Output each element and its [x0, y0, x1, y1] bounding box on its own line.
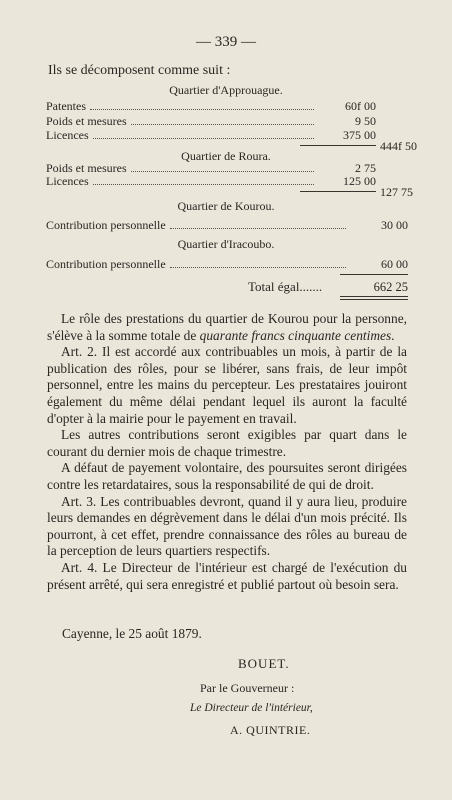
paragraph-art-3: Art. 3. Les contribuables devront, quand il y aura lieu, produire leurs demandes en dégrèvement dans le délai d'un mois précité. Ils pourront, à cet effet, prendre connaissance des rôles au bureau de la perception de leurs quartiers respectifs. — [47, 493, 407, 559]
ledger-row — [46, 99, 376, 114]
row-amount: 30 00 — [381, 218, 408, 232]
total-amount: 662 25 — [373, 280, 408, 294]
row-label: Licences — [46, 128, 89, 142]
total-label: Total égal....... — [248, 279, 323, 294]
ledger-row — [46, 218, 408, 233]
quarter-heading-approuague: Quartier d'Approuague. — [169, 83, 283, 97]
row-label: Licences — [46, 174, 89, 188]
row-amount: 2 75 — [355, 161, 376, 175]
dot-leader — [170, 228, 346, 229]
body-text — [47, 311, 407, 593]
dot-leader — [131, 171, 314, 172]
paragraph-art-2: Art. 2. Il est accordé aux contribuables un mois, à partir de la publication des rôles, pour se libérer, sans frais, de leur impôt personnel, entre les mains du percepteur. Les prestataires jouiront également du même délai pendant lequel ils auront la faculté d'opter à la mairie pour le payement en travail. — [47, 344, 407, 426]
dot-leader — [131, 124, 314, 125]
row-label: Poids et mesures — [46, 161, 127, 175]
row-label: Contribution personnelle — [46, 257, 166, 271]
dot-leader — [170, 267, 346, 268]
row-amount: 9 50 — [355, 114, 376, 128]
total-rule-top — [340, 274, 408, 275]
row-label: Contribution personnelle — [46, 218, 166, 232]
paragraph-art-4: Art. 4. Le Directeur de l'intérieur est chargé de l'exécution du présent arrêté, qui sera enregistré et publié partout où besoin sera. — [47, 559, 407, 592]
total-rule-bottom-1 — [340, 296, 408, 297]
row-amount: 375 00 — [343, 128, 376, 142]
place-date: Cayenne, le 25 août 1879. — [62, 626, 202, 641]
quarter-heading-kourou: Quartier de Kourou. — [177, 199, 275, 213]
subtotal-rule — [300, 191, 376, 192]
quarter-heading-iracoubo: Quartier d'Iracoubo. — [177, 237, 275, 251]
amount-in-words: quarante francs cinquante centimes — [199, 327, 392, 343]
row-amount: 60 00 — [381, 257, 408, 271]
subtotal-roura: 127 75 — [380, 185, 413, 199]
paragraph-kourou-prestations: Le rôle des prestations du quartier de Kourou pour la personne, s'élève à la somme totale de quarante francs cinquante centimes. — [47, 311, 407, 343]
dot-leader — [93, 184, 314, 185]
intro-line: Ils se décomposent comme suit : — [48, 63, 231, 78]
dot-leader — [90, 109, 314, 110]
signature-by: Par le Gouverneur : — [200, 681, 295, 695]
row-amount: 125 00 — [343, 174, 376, 188]
row-label: Poids et mesures — [46, 114, 127, 128]
subtotal-rule — [300, 145, 376, 146]
director-title: Le Directeur de l'intérieur, — [190, 702, 313, 714]
director-name: A. QUINTRIE. — [230, 723, 311, 737]
ledger-row — [46, 114, 376, 129]
ledger-row — [46, 257, 408, 272]
row-amount: 60f 00 — [345, 99, 376, 113]
paragraph-default-payment: A défaut de payement volontaire, des poursuites seront dirigées contre les retardataires, sous la responsabilité de qui de droit. — [47, 460, 407, 492]
subtotal-approuague: 444f 50 — [380, 139, 417, 153]
signer-name: BOUET. — [238, 656, 290, 671]
ledger-row — [46, 128, 376, 143]
page-number: — 339 — — [196, 34, 256, 50]
row-label: Patentes — [46, 99, 86, 113]
dot-leader — [93, 138, 314, 139]
quarter-heading-roura: Quartier de Roura. — [181, 149, 271, 163]
paragraph-other-contributions: Les autres contributions seront exigibles par quart dans le courant du dernier mois de chaque trimestre. — [47, 427, 407, 459]
total-rule-bottom-2 — [340, 299, 408, 300]
ledger-row — [46, 174, 376, 189]
